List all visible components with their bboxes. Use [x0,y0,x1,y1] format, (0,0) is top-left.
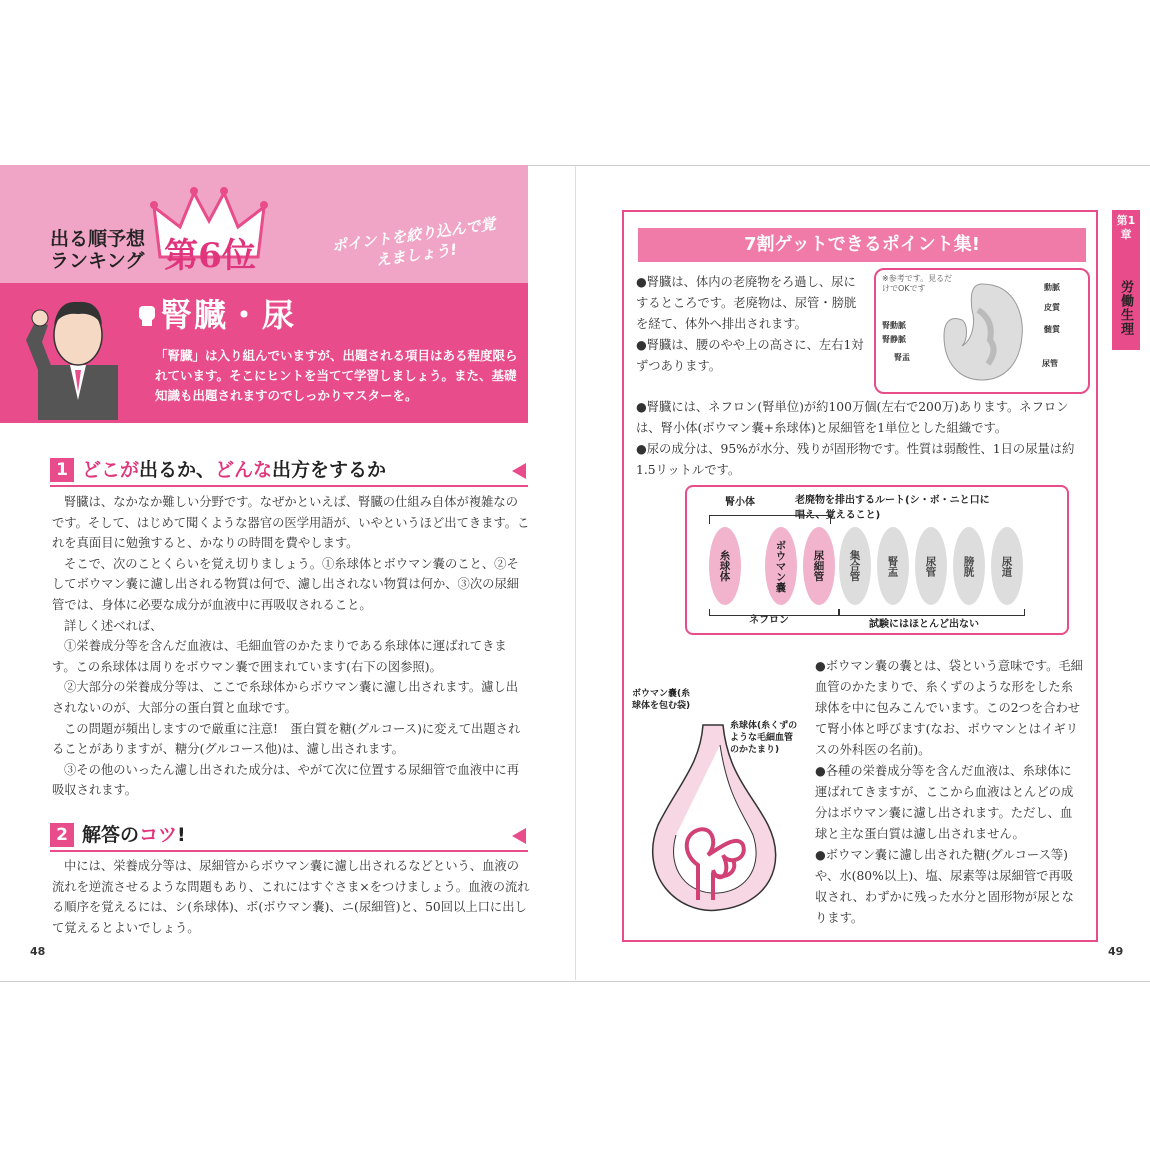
kidney-illustration [938,280,1026,384]
route-node: 集合管 [839,527,871,605]
fist-icon [136,300,158,326]
bullet-item: ●腎臓は、体内の老廃物をろ過し、尿にするところです。老廃物は、尿管・膀胱を経て、体外へ排出されます。 [636,275,857,331]
section2-title [82,822,186,848]
section2-paragraph: 中には、栄養成分等は、尿細管からボウマン嚢に濾し出されるなどという、血液の流れを逆流させるような問題もあり、これにはすぐさま×をつけましょう。血液の流れる順序を覚えるには、シ(糸球体)、ボ(ボウマン嚢)、ニ(尿細管)と、50回以上口に出して覚えるとよいでしょう。 [52,859,530,935]
kidney-label: 尿管 [1042,359,1058,368]
section1-paragraph: この問題が頻出しますので厳重に注意! 蛋白質を糖(グルコース)に変えて出題されることがありますが、糖分(グルコース他)は、濾し出されます。 [52,721,521,757]
bullet-item: ●ボウマン嚢の嚢とは、袋という意味です。毛細血管のかたまりで、糸くずのような形をした糸球体を中に包みこんでいます。この2つを合わせて腎小体と呼びます(なお、ボウマンとはイギリスの外科医の名前)。 [815,659,1083,757]
route-node: 尿道 [991,527,1023,605]
renal-corpuscle-bracket [709,515,831,524]
header-slogan: ポイントを絞り込んで覚えましょう! [330,214,497,270]
kidney-label: 動脈 [1044,283,1060,292]
section1-heading [50,455,528,487]
kidney-label: 皮質 [1044,303,1060,312]
route-node: ボウマン嚢 [765,527,797,605]
route-diagram [685,485,1069,635]
kidney-note: ※参考です。見るだけでOKです [882,274,953,293]
section1-title-d: 出方をするか [272,459,387,481]
book-spine [575,165,576,980]
route-node: 腎盂 [877,527,909,605]
section1-title-a: どこが [82,459,140,481]
bowman-label: ボウマン嚢(糸球体を包む袋) [632,689,691,711]
route-group-label: 腎小体 [725,497,755,508]
section1-title-c: どんな [215,459,273,481]
page-number-right: 49 [1108,945,1124,958]
bullet-list-mid [636,397,1086,481]
section1-title [82,457,386,483]
bullet-item: ●各種の栄養成分等を含んだ血液は、糸球体に運ばれてきますが、ここから血液はとんどの成分はボウマン嚢に濾し出されます。ただし、血球と主な蛋白質は濾し出されません。 [815,764,1074,841]
section2-title-a: 解答の [82,824,140,846]
section1-body [52,492,530,801]
section1-paragraph: 腎臓は、なかなか難しい分野です。なぜかといえば、腎臓の仕組み自体が複雑なのです。そして、はじめて聞くような器官の医学用語が、いやというほど出てきます。これを真面目に勉強すると、かなりの時間を費やします。 [52,495,530,551]
section1-title-b: 出るか、 [139,459,216,481]
chapter-name: 労働生理 [1118,280,1133,336]
topic-title: 腎臓・尿 [160,296,297,334]
section1-paragraph: ①栄養成分等を含んだ血液は、毛細血管のかたまりである糸球体に運ばれてきます。この糸球体は周りをボウマン嚢で囲まれています(右下の図参照)。 [52,639,507,674]
route-node: 膀胱 [953,527,985,605]
section2-title-c: ! [177,824,186,846]
section1-paragraph: ②大部分の栄養成分等は、ここで糸球体からボウマン嚢に濾し出されます。濾し出されないのが、大部分の蛋白質と血球です。 [52,680,519,715]
kidney-label: 腎静脈 [882,335,906,344]
kidney-label: 髄質 [1044,325,1060,334]
route-title: 老廃物を排出するルート(シ・ボ・ニと口に唱え、覚えること) [795,495,990,521]
kidney-diagram [874,268,1090,394]
bullet-list-bottom [815,656,1083,929]
route-node: 尿管 [915,527,947,605]
businessman-illustration [18,280,138,420]
bullet-item: ●ボウマン嚢に濾し出された糖(グルコース等)や、水(80%以上)、塩、尿素等は尿細管で再吸収され、わずかに残った水分と固形物が尿となります。 [815,848,1074,925]
arrow-left-icon [512,828,526,844]
section2-body [52,856,530,938]
page-number-left: 48 [30,945,46,958]
glomerulus-label: 糸球体(糸くずのような毛細血管のかたまり) [730,721,798,755]
bullet-list-top [636,272,868,377]
bullet-item: ●腎臓には、ネフロン(腎単位)が約100万個(左右で200万)あります。ネフロンは、腎小体(ボウマン嚢+糸球体)と尿細管を1単位とした組織です。 [636,400,1069,435]
section2-number: 2 [50,823,74,847]
nephron-label: ネフロン [749,615,789,626]
points-box-title: 7割ゲットできるポイント集! [638,228,1086,262]
section1-number: 1 [50,458,74,482]
chapter-number: 第1章 [1116,214,1136,241]
topic-intro: 「腎臓」は入り組んでいますが、出題される項目はある程度限られています。そこにヒントを当てて学習しましょう。また、基礎知識も出題されますのでしっかりマスターを。 [155,348,518,403]
exam-label: 試験にはほとんど出ない [869,619,979,630]
ranking-label: 出る順予想ランキング [50,228,146,272]
section2-heading [50,820,528,852]
section1-paragraph: 詳しく述べれば、 [64,618,163,633]
bullet-item: ●腎臓は、腰のやや上の高さに、左右1対ずつあります。 [636,338,864,373]
section1-paragraph: そこで、次のことくらいを覚え切りましょう。①糸球体とボウマン嚢のこと、②そしてボウマン嚢に濾し出される物質は何で、濾し出されない物質は何か、③次の尿細管では、身体に必要な成分が血液中に再吸収されること。 [52,556,520,612]
route-node: 尿細管 [803,527,835,605]
section2-title-b: コツ [139,824,178,846]
kidney-label: 腎盂 [894,353,910,362]
route-node: 糸球体 [709,527,741,605]
kidney-label: 腎動脈 [882,321,906,330]
section1-paragraph: ③その他のいったん濾し出された成分は、やがて次に位置する尿細管で血液中に再吸収されます。 [52,762,519,798]
bullet-item: ●尿の成分は、95%が水分、残りが固形物です。性質は弱酸性、1日の尿量は約1.5リットルです。 [636,442,1075,477]
rank-badge: 第6位 [164,236,256,276]
arrow-left-icon [512,463,526,479]
